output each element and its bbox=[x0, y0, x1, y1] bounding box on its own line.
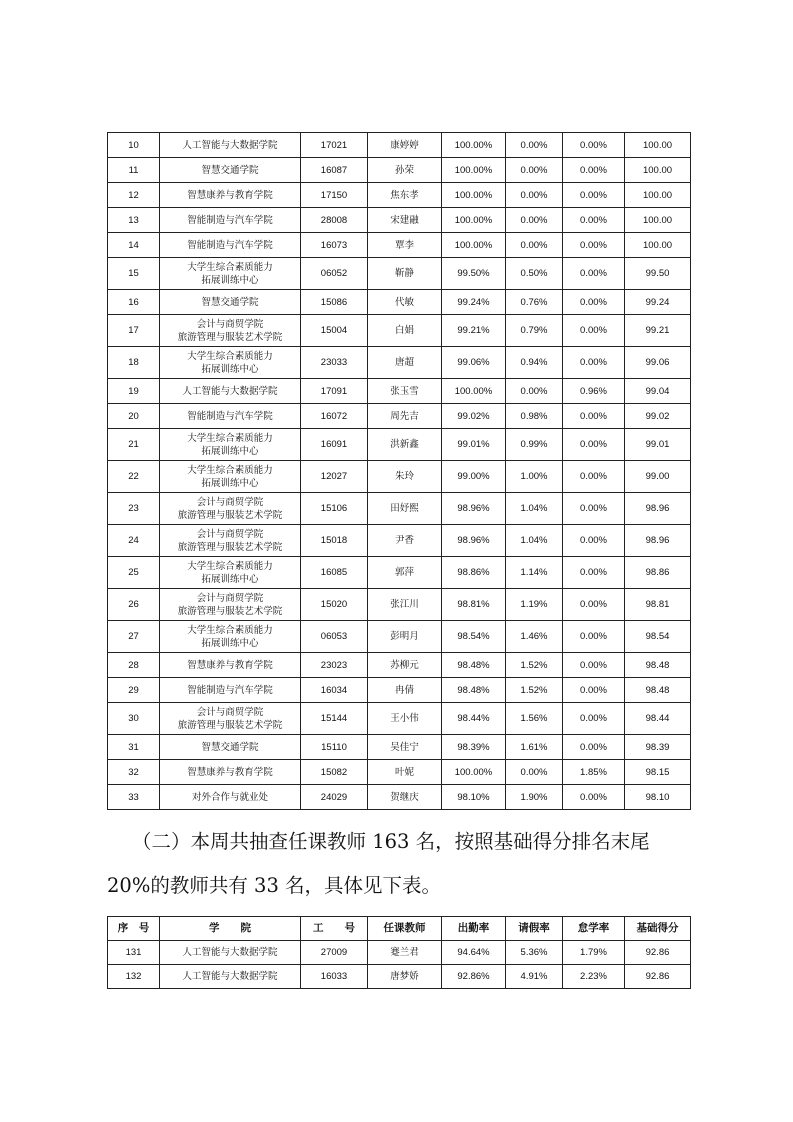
cell-staff-id: 15106 bbox=[301, 493, 368, 525]
cell-teacher: 蹇兰君 bbox=[368, 941, 442, 965]
cell-no: 15 bbox=[108, 258, 160, 290]
cell-leave: 1.04% bbox=[506, 525, 563, 557]
cell-teacher: 叶妮 bbox=[368, 760, 442, 785]
table-row bbox=[108, 735, 691, 760]
college-line: 拓展训练中心 bbox=[201, 637, 259, 649]
cell-college bbox=[160, 404, 301, 429]
section-paragraph-continued bbox=[107, 873, 697, 899]
section-paragraph bbox=[107, 829, 697, 855]
cell-no: 33 bbox=[108, 785, 160, 810]
college-line: 会计与商贸学院 bbox=[196, 528, 264, 540]
college-line: 智慧交通学院 bbox=[201, 164, 259, 176]
cell-no: 28 bbox=[108, 653, 160, 678]
cell-attendance: 99.01% bbox=[442, 429, 506, 461]
cell-staff-id: 16072 bbox=[301, 404, 368, 429]
table-row bbox=[108, 158, 691, 183]
cell-absence: 0.00% bbox=[563, 133, 625, 158]
cell-score: 99.01 bbox=[625, 429, 691, 461]
college-line: 拓展训练中心 bbox=[201, 363, 259, 375]
cell-attendance: 99.24% bbox=[442, 290, 506, 315]
cell-no: 20 bbox=[108, 404, 160, 429]
cell-score: 92.86 bbox=[625, 965, 691, 989]
cell-college bbox=[160, 347, 301, 379]
cell-staff-id: 15020 bbox=[301, 589, 368, 621]
cell-attendance: 98.48% bbox=[442, 653, 506, 678]
college-line: 人工智能与大数据学院 bbox=[182, 947, 278, 958]
college-line: 智能制造与汽车学院 bbox=[187, 410, 273, 422]
cell-leave: 5.36% bbox=[506, 941, 563, 965]
cell-attendance: 94.64% bbox=[442, 941, 506, 965]
cell-absence: 0.00% bbox=[563, 233, 625, 258]
header-staff-id: 工 号 bbox=[301, 917, 368, 941]
college-line: 旅游管理与服装艺术学院 bbox=[177, 719, 283, 731]
cell-teacher: 贺继庆 bbox=[368, 785, 442, 810]
table-row bbox=[108, 525, 691, 557]
cell-score: 98.54 bbox=[625, 621, 691, 653]
cell-no: 13 bbox=[108, 208, 160, 233]
cell-no: 11 bbox=[108, 158, 160, 183]
cell-teacher: 田妤熙 bbox=[368, 493, 442, 525]
cell-staff-id: 15082 bbox=[301, 760, 368, 785]
college-line: 大学生综合素质能力 bbox=[187, 464, 273, 476]
cell-score: 99.21 bbox=[625, 315, 691, 347]
cell-attendance: 98.10% bbox=[442, 785, 506, 810]
cell-attendance: 98.81% bbox=[442, 589, 506, 621]
cell-no: 12 bbox=[108, 183, 160, 208]
cell-attendance: 100.00% bbox=[442, 158, 506, 183]
cell-absence: 0.00% bbox=[563, 557, 625, 589]
table-row bbox=[108, 429, 691, 461]
college-line: 旅游管理与服装艺术学院 bbox=[177, 509, 283, 521]
cell-teacher: 焦东孝 bbox=[368, 183, 442, 208]
cell-staff-id: 17150 bbox=[301, 183, 368, 208]
cell-leave: 0.94% bbox=[506, 347, 563, 379]
cell-teacher: 周先吉 bbox=[368, 404, 442, 429]
cell-teacher: 靳静 bbox=[368, 258, 442, 290]
table-row bbox=[108, 621, 691, 653]
cell-score: 99.02 bbox=[625, 404, 691, 429]
cell-no: 21 bbox=[108, 429, 160, 461]
cell-leave: 0.99% bbox=[506, 429, 563, 461]
cell-absence: 1.79% bbox=[563, 941, 625, 965]
college-line: 智慧交通学院 bbox=[201, 296, 259, 308]
cell-score: 99.50 bbox=[625, 258, 691, 290]
cell-leave: 0.00% bbox=[506, 208, 563, 233]
cell-absence: 0.00% bbox=[563, 290, 625, 315]
cell-score: 98.44 bbox=[625, 703, 691, 735]
cell-leave: 0.76% bbox=[506, 290, 563, 315]
table-header-row bbox=[108, 917, 691, 941]
college-line: 拓展训练中心 bbox=[201, 477, 259, 489]
header-college: 学 院 bbox=[160, 917, 301, 941]
cell-no: 24 bbox=[108, 525, 160, 557]
table-row bbox=[108, 678, 691, 703]
cell-absence: 0.00% bbox=[563, 621, 625, 653]
cell-leave: 1.19% bbox=[506, 589, 563, 621]
cell-attendance: 99.21% bbox=[442, 315, 506, 347]
header-attendance: 出勤率 bbox=[442, 917, 506, 941]
cell-attendance: 98.48% bbox=[442, 678, 506, 703]
table-row bbox=[108, 965, 691, 989]
college-line: 大学生综合素质能力 bbox=[187, 560, 273, 572]
table-row bbox=[108, 258, 691, 290]
table-body bbox=[108, 941, 691, 989]
cell-score: 92.86 bbox=[625, 941, 691, 965]
cell-college bbox=[160, 941, 301, 965]
college-line: 会计与商贸学院 bbox=[196, 706, 264, 718]
cell-no: 29 bbox=[108, 678, 160, 703]
cell-college bbox=[160, 557, 301, 589]
cell-attendance: 100.00% bbox=[442, 760, 506, 785]
cell-attendance: 99.00% bbox=[442, 461, 506, 493]
cell-staff-id: 12027 bbox=[301, 461, 368, 493]
cell-absence: 0.00% bbox=[563, 404, 625, 429]
cell-teacher: 吴佳宁 bbox=[368, 735, 442, 760]
cell-college bbox=[160, 621, 301, 653]
cell-college bbox=[160, 158, 301, 183]
cell-leave: 1.90% bbox=[506, 785, 563, 810]
cell-staff-id: 06053 bbox=[301, 621, 368, 653]
cell-absence: 0.96% bbox=[563, 379, 625, 404]
cell-staff-id: 16033 bbox=[301, 965, 368, 989]
cell-teacher: 王小伟 bbox=[368, 703, 442, 735]
cell-absence: 0.00% bbox=[563, 158, 625, 183]
paragraph-line-2: 20%的教师共有 33 名，具体见下表。 bbox=[107, 874, 442, 897]
cell-attendance: 98.54% bbox=[442, 621, 506, 653]
college-line: 大学生综合素质能力 bbox=[187, 350, 273, 362]
cell-staff-id: 15110 bbox=[301, 735, 368, 760]
table-row bbox=[108, 589, 691, 621]
table-row bbox=[108, 461, 691, 493]
header-no: 序 号 bbox=[108, 917, 160, 941]
cell-leave: 1.04% bbox=[506, 493, 563, 525]
cell-absence: 0.00% bbox=[563, 493, 625, 525]
cell-leave: 0.00% bbox=[506, 183, 563, 208]
cell-college bbox=[160, 461, 301, 493]
college-line: 大学生综合素质能力 bbox=[187, 432, 273, 444]
cell-teacher: 张玉雪 bbox=[368, 379, 442, 404]
cell-no: 19 bbox=[108, 379, 160, 404]
cell-no: 17 bbox=[108, 315, 160, 347]
cell-college bbox=[160, 525, 301, 557]
college-line: 人工智能与大数据学院 bbox=[182, 139, 278, 151]
cell-staff-id: 15144 bbox=[301, 703, 368, 735]
cell-teacher: 彭明月 bbox=[368, 621, 442, 653]
cell-absence: 0.00% bbox=[563, 785, 625, 810]
cell-no: 10 bbox=[108, 133, 160, 158]
cell-college bbox=[160, 785, 301, 810]
cell-score: 100.00 bbox=[625, 133, 691, 158]
cell-attendance: 98.96% bbox=[442, 493, 506, 525]
cell-teacher: 洪新鑫 bbox=[368, 429, 442, 461]
table-row bbox=[108, 208, 691, 233]
cell-college bbox=[160, 258, 301, 290]
cell-absence: 0.00% bbox=[563, 315, 625, 347]
cell-no: 131 bbox=[108, 941, 160, 965]
cell-absence: 1.85% bbox=[563, 760, 625, 785]
cell-staff-id: 16085 bbox=[301, 557, 368, 589]
cell-teacher: 唐梦娇 bbox=[368, 965, 442, 989]
cell-college bbox=[160, 290, 301, 315]
cell-attendance: 92.86% bbox=[442, 965, 506, 989]
cell-absence: 0.00% bbox=[563, 461, 625, 493]
cell-staff-id: 17021 bbox=[301, 133, 368, 158]
college-line: 智慧康养与教育学院 bbox=[187, 766, 273, 778]
cell-absence: 0.00% bbox=[563, 735, 625, 760]
table-row bbox=[108, 653, 691, 678]
cell-teacher: 唐超 bbox=[368, 347, 442, 379]
college-line: 会计与商贸学院 bbox=[196, 318, 264, 330]
cell-attendance: 100.00% bbox=[442, 379, 506, 404]
teacher-ranking-table-bottom bbox=[107, 916, 691, 989]
cell-attendance: 98.39% bbox=[442, 735, 506, 760]
cell-college bbox=[160, 233, 301, 258]
cell-no: 22 bbox=[108, 461, 160, 493]
table-row bbox=[108, 133, 691, 158]
cell-absence: 2.23% bbox=[563, 965, 625, 989]
cell-leave: 0.00% bbox=[506, 233, 563, 258]
cell-teacher: 郭萍 bbox=[368, 557, 442, 589]
college-line: 旅游管理与服装艺术学院 bbox=[177, 331, 283, 343]
table-row bbox=[108, 557, 691, 589]
cell-staff-id: 16034 bbox=[301, 678, 368, 703]
cell-no: 132 bbox=[108, 965, 160, 989]
cell-score: 98.81 bbox=[625, 589, 691, 621]
college-line: 拓展训练中心 bbox=[201, 573, 259, 585]
header-leave: 请假率 bbox=[506, 917, 563, 941]
table-row bbox=[108, 760, 691, 785]
cell-attendance: 100.00% bbox=[442, 208, 506, 233]
cell-score: 98.48 bbox=[625, 653, 691, 678]
college-line: 智能制造与汽车学院 bbox=[187, 684, 273, 696]
table-row bbox=[108, 941, 691, 965]
cell-absence: 0.00% bbox=[563, 589, 625, 621]
cell-no: 16 bbox=[108, 290, 160, 315]
cell-leave: 0.00% bbox=[506, 760, 563, 785]
cell-score: 98.39 bbox=[625, 735, 691, 760]
college-line: 智慧交通学院 bbox=[201, 741, 259, 753]
cell-staff-id: 24029 bbox=[301, 785, 368, 810]
header-absence: 怠学率 bbox=[563, 917, 625, 941]
cell-score: 100.00 bbox=[625, 233, 691, 258]
cell-teacher: 宋建融 bbox=[368, 208, 442, 233]
cell-attendance: 100.00% bbox=[442, 233, 506, 258]
cell-teacher: 尹香 bbox=[368, 525, 442, 557]
table-body bbox=[108, 133, 691, 810]
cell-college bbox=[160, 965, 301, 989]
college-line: 拓展训练中心 bbox=[201, 274, 259, 286]
cell-teacher: 覃李 bbox=[368, 233, 442, 258]
cell-score: 99.04 bbox=[625, 379, 691, 404]
cell-leave: 4.91% bbox=[506, 965, 563, 989]
cell-college bbox=[160, 653, 301, 678]
table-row bbox=[108, 290, 691, 315]
cell-score: 98.10 bbox=[625, 785, 691, 810]
cell-college bbox=[160, 735, 301, 760]
cell-no: 31 bbox=[108, 735, 160, 760]
cell-teacher: 张江川 bbox=[368, 589, 442, 621]
cell-no: 32 bbox=[108, 760, 160, 785]
teacher-ranking-table-top bbox=[107, 132, 691, 810]
cell-leave: 1.14% bbox=[506, 557, 563, 589]
cell-leave: 0.00% bbox=[506, 133, 563, 158]
cell-score: 100.00 bbox=[625, 158, 691, 183]
cell-absence: 0.00% bbox=[563, 183, 625, 208]
cell-staff-id: 06052 bbox=[301, 258, 368, 290]
cell-staff-id: 15004 bbox=[301, 315, 368, 347]
cell-leave: 1.46% bbox=[506, 621, 563, 653]
cell-college bbox=[160, 493, 301, 525]
cell-staff-id: 15018 bbox=[301, 525, 368, 557]
cell-score: 99.24 bbox=[625, 290, 691, 315]
cell-staff-id: 16087 bbox=[301, 158, 368, 183]
cell-college bbox=[160, 589, 301, 621]
cell-teacher: 冉倩 bbox=[368, 678, 442, 703]
cell-score: 99.00 bbox=[625, 461, 691, 493]
cell-college bbox=[160, 208, 301, 233]
cell-no: 23 bbox=[108, 493, 160, 525]
college-line: 对外合作与就业处 bbox=[191, 791, 268, 803]
cell-score: 100.00 bbox=[625, 208, 691, 233]
cell-teacher: 苏柳元 bbox=[368, 653, 442, 678]
cell-score: 98.15 bbox=[625, 760, 691, 785]
cell-attendance: 99.50% bbox=[442, 258, 506, 290]
cell-absence: 0.00% bbox=[563, 653, 625, 678]
cell-no: 26 bbox=[108, 589, 160, 621]
cell-leave: 1.52% bbox=[506, 653, 563, 678]
cell-score: 98.48 bbox=[625, 678, 691, 703]
college-line: 智慧康养与教育学院 bbox=[187, 659, 273, 671]
cell-teacher: 代敏 bbox=[368, 290, 442, 315]
cell-no: 18 bbox=[108, 347, 160, 379]
college-line: 智能制造与汽车学院 bbox=[187, 214, 273, 226]
cell-staff-id: 23033 bbox=[301, 347, 368, 379]
cell-no: 25 bbox=[108, 557, 160, 589]
cell-absence: 0.00% bbox=[563, 429, 625, 461]
cell-staff-id: 17091 bbox=[301, 379, 368, 404]
cell-absence: 0.00% bbox=[563, 525, 625, 557]
cell-absence: 0.00% bbox=[563, 347, 625, 379]
cell-attendance: 98.86% bbox=[442, 557, 506, 589]
college-line: 人工智能与大数据学院 bbox=[182, 971, 278, 982]
cell-college bbox=[160, 760, 301, 785]
college-line: 会计与商贸学院 bbox=[196, 592, 264, 604]
cell-attendance: 98.96% bbox=[442, 525, 506, 557]
cell-score: 99.06 bbox=[625, 347, 691, 379]
college-line: 人工智能与大数据学院 bbox=[182, 385, 278, 397]
cell-leave: 1.00% bbox=[506, 461, 563, 493]
cell-score: 98.96 bbox=[625, 525, 691, 557]
cell-leave: 0.50% bbox=[506, 258, 563, 290]
cell-leave: 0.00% bbox=[506, 158, 563, 183]
cell-college bbox=[160, 183, 301, 208]
table-row bbox=[108, 347, 691, 379]
table-row bbox=[108, 233, 691, 258]
header-teacher: 任课教师 bbox=[368, 917, 442, 941]
cell-attendance: 98.44% bbox=[442, 703, 506, 735]
cell-teacher: 朱玲 bbox=[368, 461, 442, 493]
table-row bbox=[108, 785, 691, 810]
table-row bbox=[108, 404, 691, 429]
cell-staff-id: 16073 bbox=[301, 233, 368, 258]
college-line: 大学生综合素质能力 bbox=[187, 624, 273, 636]
cell-attendance: 100.00% bbox=[442, 133, 506, 158]
table-row bbox=[108, 703, 691, 735]
cell-absence: 0.00% bbox=[563, 258, 625, 290]
cell-leave: 1.56% bbox=[506, 703, 563, 735]
cell-score: 98.86 bbox=[625, 557, 691, 589]
college-line: 大学生综合素质能力 bbox=[187, 261, 273, 273]
paragraph-line-1: （二）本周共抽查任课教师 163 名，按照基础得分排名末尾 bbox=[132, 830, 650, 853]
cell-absence: 0.00% bbox=[563, 703, 625, 735]
cell-absence: 0.00% bbox=[563, 208, 625, 233]
cell-college bbox=[160, 315, 301, 347]
cell-attendance: 99.02% bbox=[442, 404, 506, 429]
cell-score: 100.00 bbox=[625, 183, 691, 208]
college-line: 智能制造与汽车学院 bbox=[187, 239, 273, 251]
cell-no: 27 bbox=[108, 621, 160, 653]
table-row bbox=[108, 183, 691, 208]
cell-college bbox=[160, 678, 301, 703]
cell-college bbox=[160, 703, 301, 735]
cell-staff-id: 23023 bbox=[301, 653, 368, 678]
college-line: 旅游管理与服装艺术学院 bbox=[177, 541, 283, 553]
college-line: 智慧康养与教育学院 bbox=[187, 189, 273, 201]
table-row bbox=[108, 493, 691, 525]
cell-leave: 1.52% bbox=[506, 678, 563, 703]
college-line: 会计与商贸学院 bbox=[196, 496, 264, 508]
cell-attendance: 99.06% bbox=[442, 347, 506, 379]
cell-no: 14 bbox=[108, 233, 160, 258]
cell-score: 98.96 bbox=[625, 493, 691, 525]
college-line: 旅游管理与服装艺术学院 bbox=[177, 605, 283, 617]
cell-college bbox=[160, 379, 301, 404]
cell-college bbox=[160, 429, 301, 461]
cell-teacher: 康婷婷 bbox=[368, 133, 442, 158]
header-score: 基础得分 bbox=[625, 917, 691, 941]
cell-staff-id: 27009 bbox=[301, 941, 368, 965]
cell-teacher: 孙荣 bbox=[368, 158, 442, 183]
cell-college bbox=[160, 133, 301, 158]
cell-absence: 0.00% bbox=[563, 678, 625, 703]
table-row bbox=[108, 315, 691, 347]
college-line: 拓展训练中心 bbox=[201, 445, 259, 457]
cell-staff-id: 28008 bbox=[301, 208, 368, 233]
cell-no: 30 bbox=[108, 703, 160, 735]
cell-staff-id: 16091 bbox=[301, 429, 368, 461]
cell-leave: 0.00% bbox=[506, 379, 563, 404]
table-row bbox=[108, 379, 691, 404]
cell-leave: 0.98% bbox=[506, 404, 563, 429]
cell-attendance: 100.00% bbox=[442, 183, 506, 208]
cell-leave: 0.79% bbox=[506, 315, 563, 347]
cell-teacher: 白娟 bbox=[368, 315, 442, 347]
cell-leave: 1.61% bbox=[506, 735, 563, 760]
cell-staff-id: 15086 bbox=[301, 290, 368, 315]
